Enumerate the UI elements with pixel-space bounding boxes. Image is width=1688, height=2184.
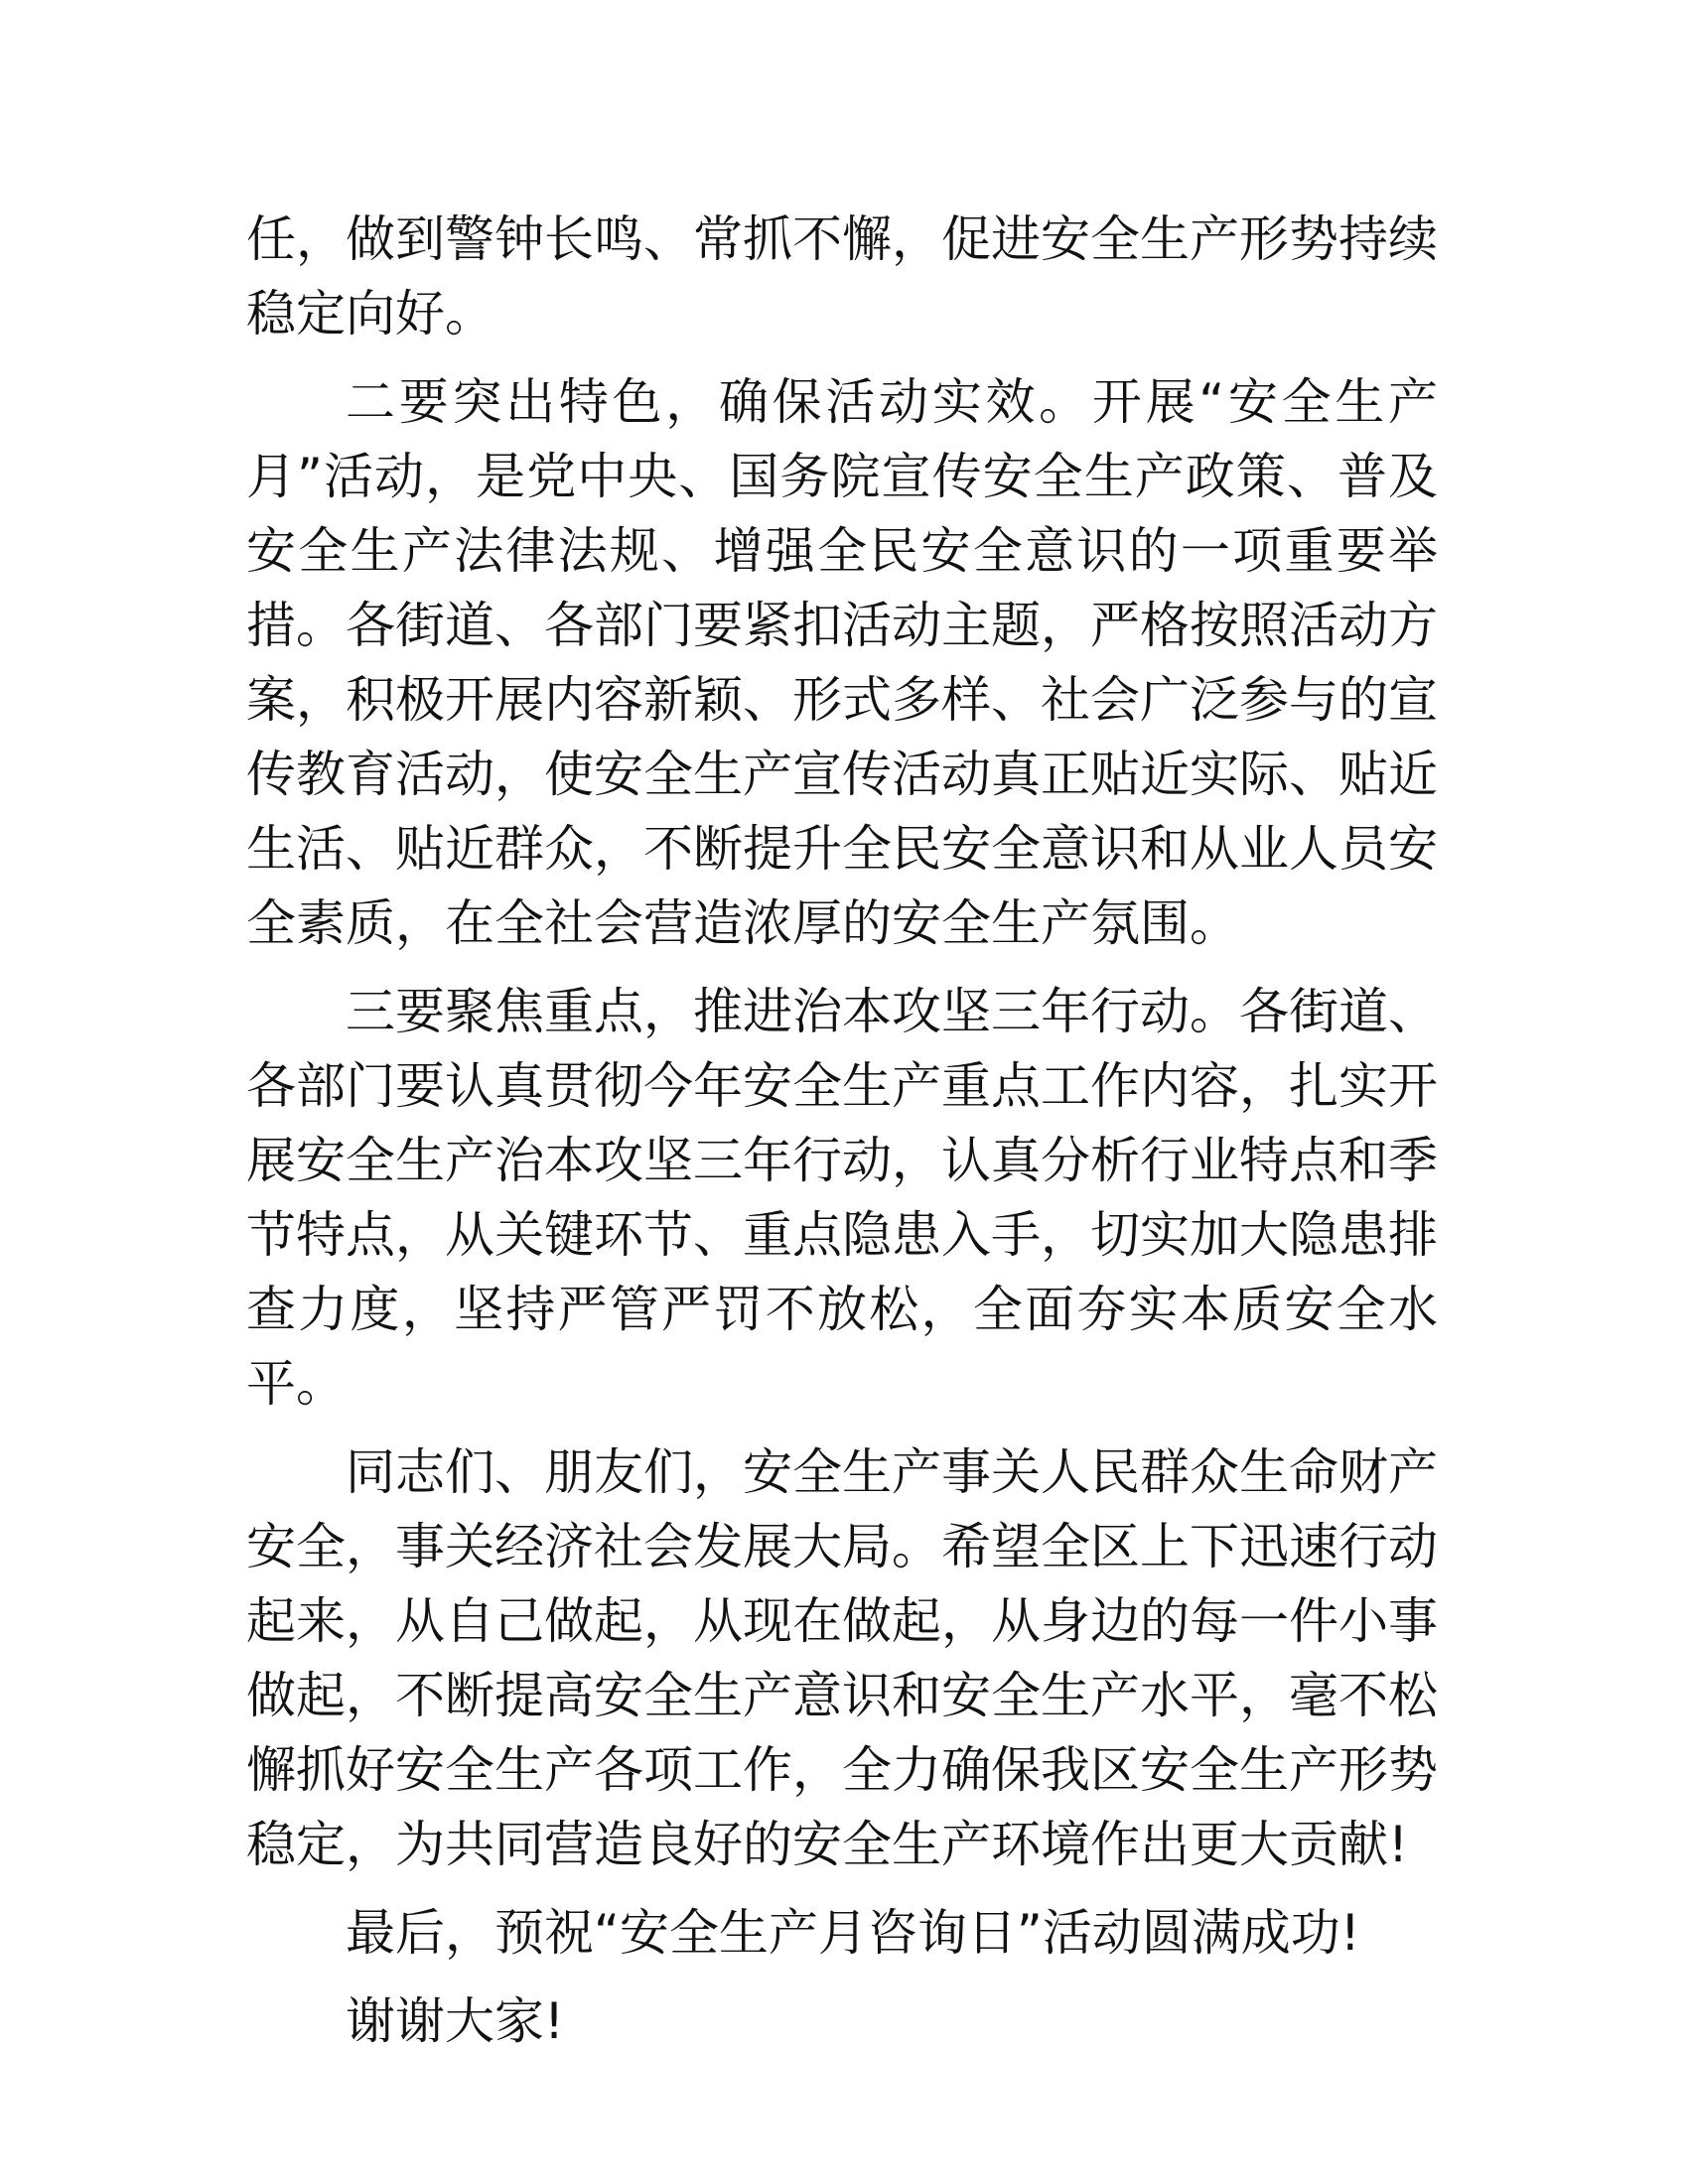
paragraph-focus-priorities: 三要聚焦重点，推进治本攻坚三年行动。各街道、各部门要认真贯彻今年安全生产重点工作内容，扎实开展安全生产治本攻坚三年行动，认真分析行业特点和季节特点，从关键环节、重点隐患入手，切实加大隐患排查力度，坚持严管严罚不放松，全面夯实本质安全水平。	[246, 983, 1438, 1413]
paragraph-call-to-action: 同志们、朋友们，安全生产事关人民群众生命财产安全，事关经济社会发展大局。希望全区上下迅速行动起来，从自己做起，从现在做起，从身边的每一件小事做起，不断提高安全生产意识和安全生产水平，毫不松懈抓好安全生产各项工作，全力确保我区安全生产形势稳定，为共同营造良好的安全生产环境作出更大贡献!	[246, 1443, 1438, 1873]
paragraph-thanks: 谢谢大家!	[346, 1992, 565, 2050]
paragraph-highlight-features: 二要突出特色，确保活动实效。开展“安全生产月”活动，是党中央、国务院宣传安全生产政策、普及安全生产法律法规、增强全民安全意识的一项重要举措。各街道、各部门要紧扣活动主题，严格按照活动方案，积极开展内容新颖、形式多样、社会广泛参与的宣传教育活动，使安全生产宣传活动真正贴近实际、贴近生活、贴近群众，不断提升全民安全意识和从业人员安全素质，在全社会营造浓厚的安全生产氛围。	[246, 373, 1438, 952]
paragraph-closing-wish: 最后，预祝“安全生产月咨询日”活动圆满成功!	[346, 1904, 1360, 1962]
paragraph-continuation: 任，做到警钟长鸣、常抓不懈，促进安全生产形势持续稳定向好。	[246, 210, 1438, 342]
document-body	[246, 203, 1438, 2073]
